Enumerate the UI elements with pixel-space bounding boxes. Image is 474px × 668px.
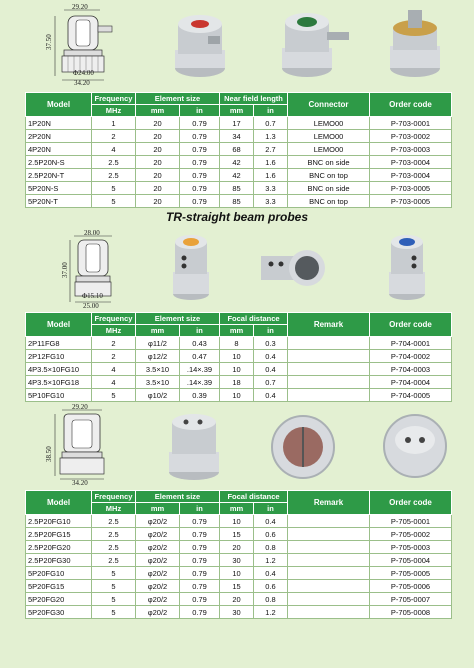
cell-mm: 20: [136, 195, 180, 208]
cell-nin: 3.3: [254, 182, 288, 195]
cell-model: 2P20N: [26, 130, 92, 143]
header-frequency: Frequency: [92, 491, 136, 503]
header-mm: mm: [136, 105, 180, 117]
table-row: [26, 515, 452, 528]
header-remark: Remark: [288, 491, 370, 515]
cell-mm: φ20/2: [136, 515, 180, 528]
cell-model: 4P20N: [26, 143, 92, 156]
table-row: [26, 117, 452, 130]
table-row: [26, 567, 452, 580]
focus-probe-spec-table: [25, 490, 452, 619]
cell-order: P-703-0001: [370, 117, 452, 130]
cell-order: P-705-0004: [370, 554, 452, 567]
cell-nmm: 85: [220, 182, 254, 195]
header-mm: mm: [136, 325, 180, 337]
cell-model: 2.5P20FG30: [26, 554, 92, 567]
cell-fmm: 20: [220, 593, 254, 606]
table-row: [26, 541, 452, 554]
cell-mm: φ20/2: [136, 606, 180, 619]
header-mhz: MHz: [92, 325, 136, 337]
cell-freq: 5: [92, 580, 136, 593]
cell-model: 2P11FG8: [26, 337, 92, 350]
cell-mm: φ20/2: [136, 554, 180, 567]
cell-model: 5P20FG15: [26, 580, 92, 593]
cell-fin: 1.2: [254, 606, 288, 619]
cell-remark: [288, 337, 370, 350]
table-row: [26, 363, 452, 376]
cell-model: 5P20N-T: [26, 195, 92, 208]
cell-freq: 2.5: [92, 156, 136, 169]
cell-mm: 20: [136, 182, 180, 195]
table-row: [26, 389, 452, 402]
cell-freq: 4: [92, 143, 136, 156]
table-row: [26, 143, 452, 156]
header-element-size: Element size: [136, 93, 220, 105]
cell-in: 0.79: [180, 567, 220, 580]
cell-fin: 0.4: [254, 515, 288, 528]
cell-nmm: 85: [220, 195, 254, 208]
table-row: [26, 169, 452, 182]
table-row: [26, 528, 452, 541]
cell-nmm: 42: [220, 169, 254, 182]
cell-freq: 2.5: [92, 528, 136, 541]
straight-probe-dimension-drawing: [42, 4, 134, 86]
table-row: [26, 350, 452, 363]
header-focal-in: in: [254, 503, 288, 515]
cell-model: 2.5P20FG15: [26, 528, 92, 541]
cell-remark: [288, 541, 370, 554]
cell-in: 0.79: [180, 156, 220, 169]
table-row: [26, 130, 452, 143]
dim-side: 37.00: [61, 262, 69, 278]
cell-remark: [288, 515, 370, 528]
cell-mm: φ20/2: [136, 593, 180, 606]
cell-fin: 0.8: [254, 593, 288, 606]
cell-order: P-704-0004: [370, 376, 452, 389]
cell-nin: 1.6: [254, 156, 288, 169]
dim-diameter: Φ15.10: [82, 292, 103, 300]
header-model: Model: [26, 313, 92, 337]
cell-in: 0.79: [180, 143, 220, 156]
cell-fmm: 10: [220, 389, 254, 402]
header-mhz: MHz: [92, 105, 136, 117]
section-heading-tr-probes: TR-straight beam probes: [165, 210, 309, 224]
cell-order: P-703-0005: [370, 182, 452, 195]
cell-freq: 5: [92, 606, 136, 619]
cell-order: P-704-0002: [370, 350, 452, 363]
cell-freq: 2.5: [92, 554, 136, 567]
cell-nmm: 34: [220, 130, 254, 143]
cell-nin: 1.3: [254, 130, 288, 143]
cell-order: P-704-0003: [370, 363, 452, 376]
cell-nmm: 17: [220, 117, 254, 130]
focus-probe-photo-top: [382, 410, 448, 487]
dim-side: 38.50: [45, 446, 53, 462]
table-row: [26, 593, 452, 606]
cell-in: 0.79: [180, 528, 220, 541]
cell-mm: φ20/2: [136, 567, 180, 580]
header-element-size: Element size: [136, 491, 220, 503]
cell-fmm: 20: [220, 541, 254, 554]
dim-diameter: Φ24.00: [73, 69, 94, 77]
cell-in: .14×.39: [180, 376, 220, 389]
cell-order: P-705-0008: [370, 606, 452, 619]
table-row: [26, 554, 452, 567]
cell-order: P-704-0005: [370, 389, 452, 402]
table-row: [26, 376, 452, 389]
cell-model: 2.5P20N-T: [26, 169, 92, 182]
cell-in: 0.79: [180, 606, 220, 619]
cell-model: 5P20FG10: [26, 567, 92, 580]
cell-order: P-703-0005: [370, 195, 452, 208]
cell-mm: φ20/2: [136, 541, 180, 554]
cell-nmm: 42: [220, 156, 254, 169]
cell-freq: 2: [92, 130, 136, 143]
cell-order: P-703-0003: [370, 143, 452, 156]
cell-in: 0.43: [180, 337, 220, 350]
dim-top: 28.00: [84, 229, 100, 237]
cell-nin: 2.7: [254, 143, 288, 156]
cell-freq: 2: [92, 350, 136, 363]
cell-fin: 0.4: [254, 350, 288, 363]
cell-in: 0.79: [180, 593, 220, 606]
cell-model: 2.5P20FG10: [26, 515, 92, 528]
cell-mm: 3.5×10: [136, 376, 180, 389]
cell-mm: 20: [136, 130, 180, 143]
header-near-mm: mm: [220, 105, 254, 117]
cell-fin: 0.3: [254, 337, 288, 350]
cell-freq: 5: [92, 182, 136, 195]
cell-fin: 0.7: [254, 376, 288, 389]
dim-bottom: 34.20: [74, 79, 90, 86]
header-in: in: [180, 105, 220, 117]
cell-connector: LEMO00: [288, 143, 370, 156]
tr-probe-dimension-drawing: [58, 228, 138, 310]
header-in: in: [180, 325, 220, 337]
cell-in: 0.79: [180, 117, 220, 130]
cell-connector: BNC on side: [288, 156, 370, 169]
table-row: [26, 606, 452, 619]
table-row: [26, 580, 452, 593]
cell-freq: 4: [92, 363, 136, 376]
cell-model: 5P20N-S: [26, 182, 92, 195]
cell-model: 5P20FG30: [26, 606, 92, 619]
cell-freq: 2: [92, 337, 136, 350]
straight-probe-spec-table: [25, 92, 452, 208]
cell-connector: BNC on top: [288, 169, 370, 182]
cell-order: P-705-0005: [370, 567, 452, 580]
cell-mm: φ10/2: [136, 389, 180, 402]
cell-mm: φ20/2: [136, 580, 180, 593]
header-near-field: Near field length: [220, 93, 288, 105]
cell-in: 0.79: [180, 195, 220, 208]
cell-remark: [288, 363, 370, 376]
focus-probe-photo-side: [164, 410, 224, 487]
cell-model: 5P20FG20: [26, 593, 92, 606]
cell-mm: φ20/2: [136, 528, 180, 541]
cell-remark: [288, 580, 370, 593]
cell-freq: 5: [92, 389, 136, 402]
header-order-code: Order code: [370, 491, 452, 515]
cell-remark: [288, 567, 370, 580]
cell-mm: 20: [136, 169, 180, 182]
cell-in: 0.79: [180, 182, 220, 195]
header-model: Model: [26, 491, 92, 515]
cell-order: P-705-0006: [370, 580, 452, 593]
cell-in: 0.39: [180, 389, 220, 402]
cell-order: P-705-0001: [370, 515, 452, 528]
tr-probe-photo-blue-top: [384, 232, 430, 309]
cell-order: P-704-0001: [370, 337, 452, 350]
dim-bottom: 25.00: [83, 302, 99, 310]
cell-model: 1P20N: [26, 117, 92, 130]
cell-connector: BNC on top: [288, 195, 370, 208]
header-mhz: MHz: [92, 503, 136, 515]
cell-model: 4P3.5×10FG18: [26, 376, 92, 389]
cell-fin: 0.8: [254, 541, 288, 554]
header-near-in: in: [254, 105, 288, 117]
cell-nin: 1.6: [254, 169, 288, 182]
cell-order: P-705-0007: [370, 593, 452, 606]
cell-freq: 2.5: [92, 541, 136, 554]
dim-top: 29.20: [72, 404, 88, 411]
cell-in: 0.79: [180, 580, 220, 593]
cell-model: 2.5P20FG20: [26, 541, 92, 554]
focus-probe-photo-face: [270, 412, 336, 487]
cell-freq: 5: [92, 593, 136, 606]
cell-fmm: 10: [220, 567, 254, 580]
dim-top: 29.20: [72, 4, 88, 11]
cell-fin: 0.6: [254, 528, 288, 541]
header-element-size: Element size: [136, 313, 220, 325]
cell-order: P-705-0002: [370, 528, 452, 541]
cell-order: P-705-0003: [370, 541, 452, 554]
cell-freq: 5: [92, 195, 136, 208]
cell-connector: LEMO00: [288, 117, 370, 130]
cell-freq: 2.5: [92, 515, 136, 528]
cell-nin: 0.7: [254, 117, 288, 130]
header-order-code: Order code: [370, 93, 452, 117]
cell-fin: 0.4: [254, 567, 288, 580]
cell-fin: 0.6: [254, 580, 288, 593]
cell-freq: 1: [92, 117, 136, 130]
probe-photo-bnc-top: [385, 6, 445, 85]
cell-model: 4P3.5×10FG10: [26, 363, 92, 376]
cell-remark: [288, 389, 370, 402]
tr-probe-photo-face: [257, 246, 333, 297]
cell-freq: 4: [92, 376, 136, 389]
cell-freq: 2.5: [92, 169, 136, 182]
header-model: Model: [26, 93, 92, 117]
cell-model: 2.5P20N-S: [26, 156, 92, 169]
cell-connector: LEMO00: [288, 130, 370, 143]
cell-mm: φ11/2: [136, 337, 180, 350]
header-focal-mm: mm: [220, 325, 254, 337]
cell-fmm: 10: [220, 350, 254, 363]
header-frequency: Frequency: [92, 313, 136, 325]
cell-model: 5P10FG10: [26, 389, 92, 402]
cell-fin: 1.2: [254, 554, 288, 567]
cell-model: 2P12FG10: [26, 350, 92, 363]
table-row: [26, 195, 452, 208]
cell-fmm: 15: [220, 580, 254, 593]
cell-fmm: 30: [220, 606, 254, 619]
cell-in: 0.47: [180, 350, 220, 363]
header-focal-in: in: [254, 325, 288, 337]
table-row: [26, 156, 452, 169]
cell-remark: [288, 554, 370, 567]
header-focal-mm: mm: [220, 503, 254, 515]
cell-in: 0.79: [180, 169, 220, 182]
cell-in: 0.79: [180, 515, 220, 528]
cell-mm: 20: [136, 143, 180, 156]
header-order-code: Order code: [370, 313, 452, 337]
cell-mm: 20: [136, 117, 180, 130]
table-row: [26, 337, 452, 350]
cell-remark: [288, 606, 370, 619]
cell-nmm: 68: [220, 143, 254, 156]
cell-in: .14×.39: [180, 363, 220, 376]
dim-bottom: 34.20: [72, 479, 88, 486]
cell-remark: [288, 593, 370, 606]
header-focal-distance: Focal distance: [220, 491, 288, 503]
tr-probe-spec-table: [25, 312, 452, 402]
focus-probe-dimension-drawing: [42, 404, 132, 486]
cell-mm: 3.5×10: [136, 363, 180, 376]
cell-fmm: 10: [220, 515, 254, 528]
cell-fmm: 18: [220, 376, 254, 389]
tr-probe-photo-orange-top: [168, 232, 214, 309]
cell-remark: [288, 376, 370, 389]
header-in: in: [180, 503, 220, 515]
cell-fmm: 30: [220, 554, 254, 567]
cell-fin: 0.4: [254, 363, 288, 376]
cell-order: P-703-0002: [370, 130, 452, 143]
cell-fmm: 8: [220, 337, 254, 350]
cell-freq: 5: [92, 567, 136, 580]
dim-side: 37.50: [45, 34, 53, 50]
cell-remark: [288, 350, 370, 363]
header-remark: Remark: [288, 313, 370, 337]
table-row: [26, 182, 452, 195]
header-frequency: Frequency: [92, 93, 136, 105]
header-focal-distance: Focal distance: [220, 313, 288, 325]
cell-fmm: 10: [220, 363, 254, 376]
cell-order: P-703-0004: [370, 156, 452, 169]
cell-remark: [288, 528, 370, 541]
cell-in: 0.79: [180, 130, 220, 143]
header-connector: Connector: [288, 93, 370, 117]
probe-photo-bnc-green-label: [275, 8, 353, 85]
header-mm: mm: [136, 503, 180, 515]
cell-mm: φ12/2: [136, 350, 180, 363]
cell-in: 0.79: [180, 554, 220, 567]
cell-fin: 0.4: [254, 389, 288, 402]
probe-photo-lemo-red-label: [170, 10, 230, 85]
cell-nin: 3.3: [254, 195, 288, 208]
cell-order: P-703-0004: [370, 169, 452, 182]
cell-fmm: 15: [220, 528, 254, 541]
cell-mm: 20: [136, 156, 180, 169]
cell-connector: BNC on side: [288, 182, 370, 195]
cell-in: 0.79: [180, 541, 220, 554]
